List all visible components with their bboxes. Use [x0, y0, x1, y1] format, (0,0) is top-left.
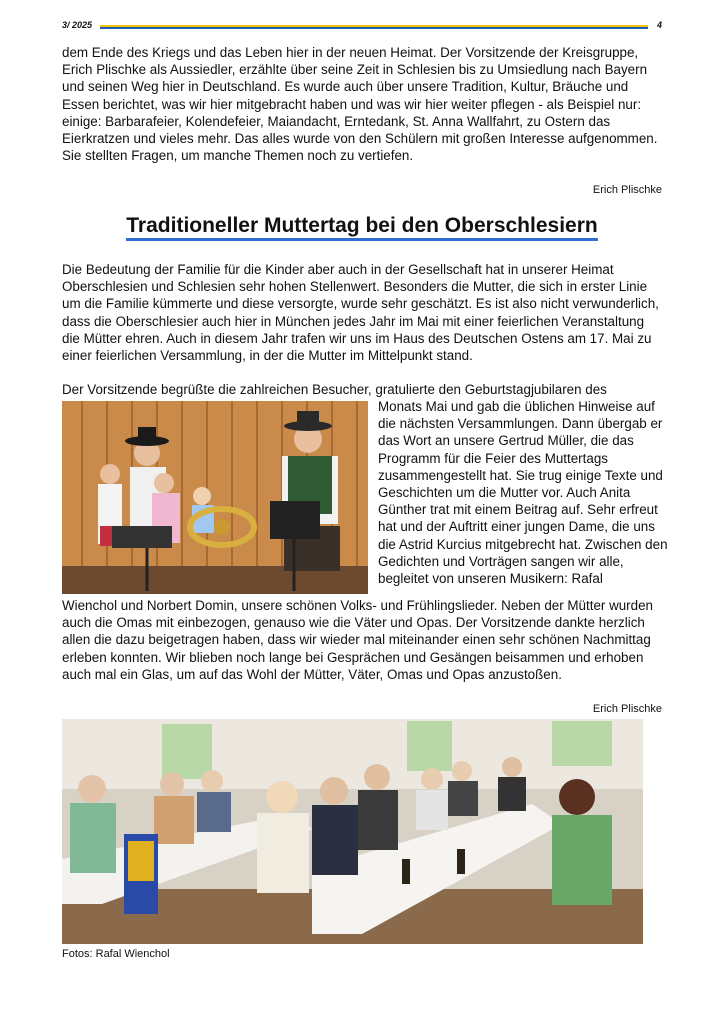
issue-number: 3/ 2025: [62, 20, 93, 30]
article2-author: Erich Plischke: [592, 703, 662, 715]
page-header: [62, 20, 662, 34]
article2-paragraph1: Die Bedeutung der Familie für die Kinder aber auch in der Gesellschaft hat in unserer Heimat Oberschlesien und Schlesien sehr hohen Stellenwert. Besonders die Mutter, die sich in erster Linie um die Familie kümmerte und diese versorgte, wurde sehr geschätzt. Es ist also nicht verwunderlich, dass die Oberschlesier auch hier in München jedes Jahr im Mai mit einer feierlichen Veranstaltung die Mütter ehren. Auch in diesem Jahr trafen wir uns im Haus des Deutschen Ostens am 17. Mai zu einer feierlichen Versammlung, in der die Mutter im Mittelpunkt stand.: [62, 262, 659, 364]
article2-paragraph2-rest: Wienchol und Norbert Domin, unsere schönen Volks- und Frühlingslieder. Neben der Mütter wurden auch die Omas mit einbezogen, genauso wie die Väter und Opas. Der Vorsitzende dankte herzlich allen die dazu beigetragen haben, dass wir wieder mal miteinander einen sehr schönen Nachmittag erleben konnten. Wir blieben noch lange bei Gesprächen und Gesängen beisammen und erhoben auch mal ein Glas, um auf das Wohl der Mütter, Väter, Omas und Opas anzustoßen.: [62, 598, 653, 682]
article2-title-text: Traditioneller Muttertag bei den Oberschlesiern: [126, 214, 597, 241]
article2-paragraph2-wrap: Monats Mai und gab die üblichen Hinweise auf die nächsten Versammlungen. Dann übergab er das Wort an unsere Gertrud Müller, die das Programm für die Feier des Muttertags zusammengestellt hat. Sie trug einige Texte und Geschichten um die Mutter vor. Auch Anita Günther trat mit einem Beitrag auf. Sehr erfreut hat und der Auftritt einer jungen Dame, die uns die Astrid Kurcius mitgebrecht hat. Zwischen den Gedichten und Vorträgen sangen wir alle, begleitet von unseren Musikern: Rafal: [378, 399, 668, 587]
article2-paragraph2-line1: Der Vorsitzende begrüßte die zahlreichen Besucher, gratulierte den Geburtstagjubilaren des: [62, 382, 607, 397]
photo-audience-hall: [62, 719, 643, 944]
photo-caption: Fotos: Rafal Wienchol: [62, 948, 170, 960]
article2-title: [0, 214, 724, 238]
page-number: 4: [656, 20, 662, 30]
article1-author: Erich Plischke: [592, 184, 662, 196]
photo-musicians-family: [62, 401, 368, 594]
header-rule: [100, 25, 648, 29]
article1-continuation: dem Ende des Kriegs und das Leben hier in der neuen Heimat. Der Vorsitzende der Kreisgruppe, Erich Plischke als Aussiedler, erzählte über seine Zeit in Schlesien bis zu Umsiedlung nach Bayern und seinen Weg hier in Deutschland. Es wurde auch über unsere Tradition, Kultur, Bräuche und Essen berichtet, was wir hier mitgebracht haben und was wir hier weiter pflegen - als Beispiel nur: einige: Barbarafeier, Kolendefeier, Maiandacht, Erntedank, St. Anna Wallfahrt, zu Ostern das Eierkratzen und vieles mehr. Das alles wurde von den Schülern mit großen Interesse aufgenommen. Sie stellten Fragen, um manche Themen noch zu vertiefen.: [62, 45, 658, 164]
